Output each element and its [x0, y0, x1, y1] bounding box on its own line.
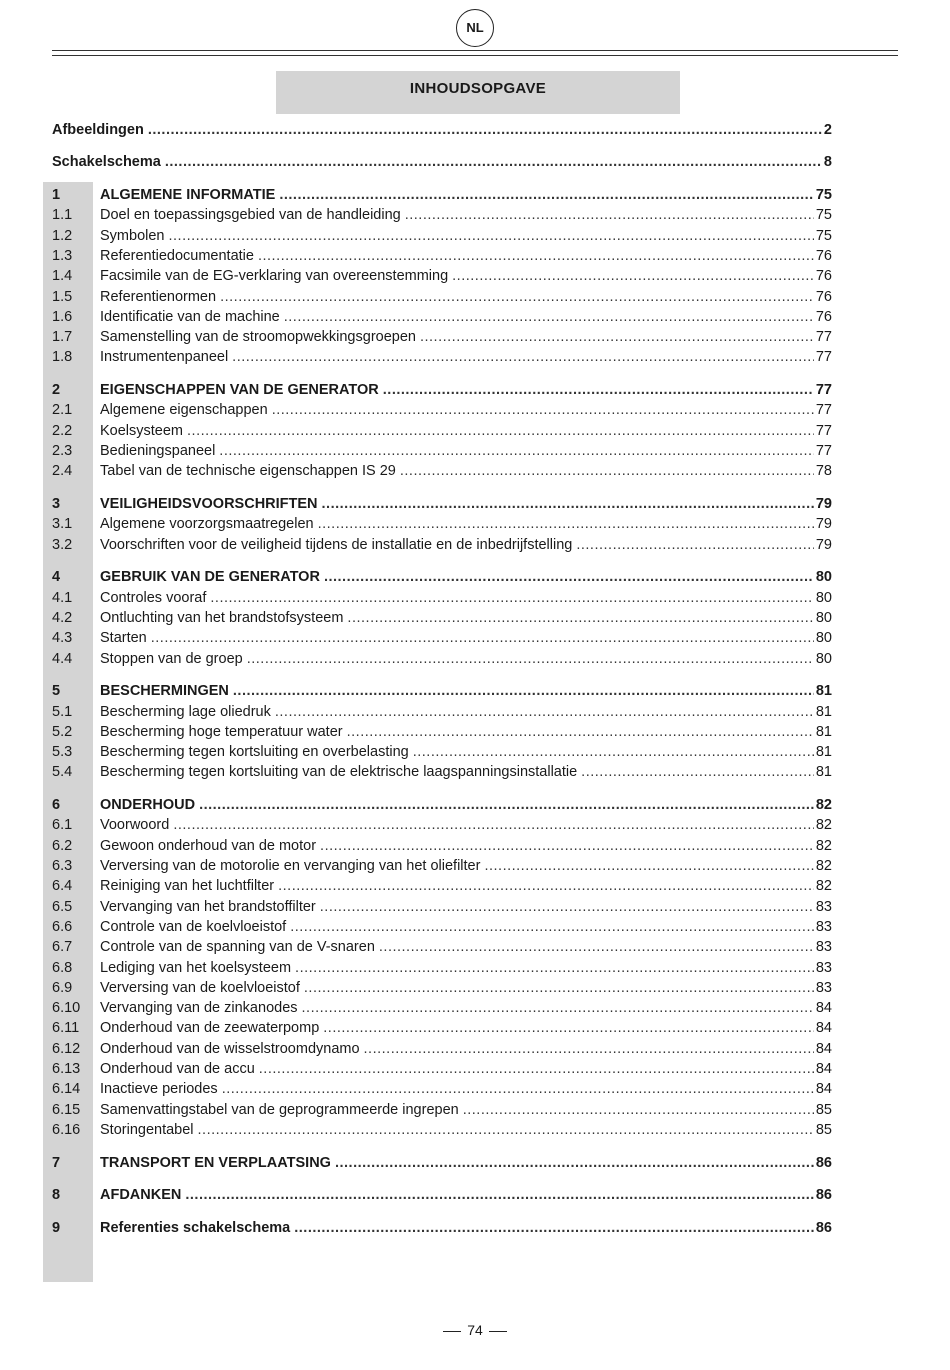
toc-title: INHOUDSOPGAVE: [276, 71, 680, 114]
entry-label: Afbeeldingen: [52, 122, 144, 138]
dot-leader: [379, 937, 814, 957]
entry-page: 83: [815, 979, 832, 996]
entry-page: 81: [815, 683, 832, 700]
dot-leader: [364, 1039, 814, 1059]
toc-item-row[interactable]: [52, 514, 832, 534]
entry-page: 80: [815, 650, 832, 667]
entry-page: 83: [815, 959, 832, 976]
entry-page: 79: [815, 536, 832, 553]
dot-leader: [199, 795, 814, 815]
dot-leader: [222, 1079, 814, 1099]
entry-page: 82: [815, 878, 832, 895]
entry-page: 83: [815, 898, 832, 915]
toc-item-row[interactable]: [52, 327, 832, 347]
header-rule-bottom: [52, 55, 898, 56]
entry-number: 4.1: [52, 589, 73, 606]
dot-leader: [232, 347, 814, 367]
toc-item-row[interactable]: [52, 762, 832, 782]
entry-page: 76: [815, 308, 832, 325]
entry-number: 6.4: [52, 878, 73, 895]
entry-label: Onderhoud van de wisselstroomdynamo: [100, 1040, 360, 1057]
dot-leader: [294, 1218, 814, 1238]
entry-label: Vervanging van de zinkanodes: [100, 1000, 298, 1017]
entry-label: Facsimile van de EG-verklaring van overeenstemming: [100, 268, 449, 285]
entry-label: Ontluchting van het brandstofsysteem: [100, 609, 344, 626]
entry-page: 84: [815, 1000, 832, 1017]
entry-label: Voorwoord: [100, 817, 170, 834]
entry-number: 6.5: [52, 898, 73, 915]
entry-label: EIGENSCHAPPEN VAN DE GENERATOR: [100, 382, 379, 399]
entry-number: 3: [52, 496, 61, 512]
dot-leader: [168, 226, 813, 246]
entry-label: Identificatie van de machine: [100, 308, 280, 325]
dot-leader: [320, 836, 814, 856]
entry-number: 1.7: [52, 329, 73, 346]
entry-number: 1.3: [52, 247, 73, 264]
toc-section-row[interactable]: [52, 795, 832, 815]
entry-number: 6.16: [52, 1121, 81, 1138]
toc-item-row[interactable]: [52, 856, 832, 876]
entry-label: Referenties schakelschema: [100, 1220, 291, 1236]
entry-label: Reiniging van het luchtfilter: [100, 878, 275, 895]
entry-page: 81: [815, 723, 832, 740]
dot-leader: [295, 958, 814, 978]
dot-leader: [247, 649, 814, 669]
toc-item-row[interactable]: [52, 815, 832, 835]
entry-page: 79: [815, 496, 832, 512]
entry-number: 6.10: [52, 1000, 81, 1017]
dot-leader: [320, 897, 814, 917]
entry-page: 85: [815, 1101, 832, 1118]
entry-label: Instrumentenpaneel: [100, 349, 229, 366]
toc-item-row[interactable]: [52, 1120, 832, 1140]
dot-leader: [220, 287, 814, 307]
toc-item-row[interactable]: [52, 461, 832, 481]
entry-page: 77: [815, 443, 832, 459]
dot-leader: [210, 588, 813, 608]
toc-item-row[interactable]: [52, 978, 832, 998]
toc-section-row[interactable]: [52, 681, 832, 701]
toc-section-row[interactable]: [52, 185, 832, 205]
dot-leader: [272, 400, 814, 420]
entry-label: Bescherming lage oliedruk: [100, 703, 271, 720]
dot-leader: [284, 307, 814, 327]
dot-leader: [452, 266, 814, 286]
dot-leader: [463, 1100, 814, 1120]
language-badge: NL: [456, 9, 494, 47]
entry-label: Doel en toepassingsgebied van de handleiding: [100, 207, 401, 224]
entry-page: 81: [815, 764, 832, 781]
entry-page: 86: [815, 1220, 832, 1236]
entry-number: 1.6: [52, 308, 73, 325]
entry-number: 6.2: [52, 837, 73, 854]
dot-leader: [258, 246, 814, 266]
dot-leader: [279, 185, 814, 205]
toc-item-row[interactable]: [52, 917, 832, 937]
toc-item-row[interactable]: [52, 1079, 832, 1099]
entry-number: 1.5: [52, 288, 73, 305]
toc-item-row[interactable]: [52, 742, 832, 762]
dot-leader: [187, 421, 814, 441]
dot-leader: [278, 876, 814, 896]
entry-number: 4.3: [52, 630, 73, 647]
entry-label: Inactieve periodes: [100, 1081, 218, 1098]
entry-label: Onderhoud van de accu: [100, 1061, 255, 1077]
entry-number: 1: [52, 187, 61, 203]
entry-number: 6.12: [52, 1040, 81, 1057]
entry-page: 75: [815, 187, 832, 203]
entry-label: Bescherming hoge temperatuur water: [100, 723, 343, 740]
entry-label: Controle van de spanning van de V-snaren: [100, 939, 375, 956]
toc-item-row[interactable]: [52, 246, 832, 266]
entry-page: 84: [815, 1020, 832, 1037]
entry-page: 82: [815, 797, 832, 814]
dot-leader: [219, 441, 814, 461]
entry-number: 4.2: [52, 609, 73, 626]
dot-leader: [151, 628, 814, 648]
entry-page: 82: [815, 858, 832, 874]
entry-page: 80: [815, 630, 832, 647]
toc-item-row[interactable]: [52, 836, 832, 856]
entry-page: 79: [815, 516, 832, 533]
entry-label: Starten: [100, 630, 147, 647]
entry-number: 6.3: [52, 858, 73, 874]
entry-label: Storingentabel: [100, 1121, 194, 1138]
entry-number: 4.4: [52, 650, 73, 667]
dot-leader: [420, 327, 814, 347]
dot-leader: [173, 815, 814, 835]
dot-leader: [383, 380, 814, 400]
dot-leader: [185, 1185, 814, 1205]
toc-section-row[interactable]: [52, 1218, 832, 1238]
toc-item-row[interactable]: [52, 205, 832, 225]
entry-number: 1.2: [52, 227, 73, 244]
toc-item-row[interactable]: [52, 588, 832, 608]
entry-page: 84: [815, 1061, 832, 1077]
entry-number: 5.2: [52, 723, 73, 740]
entry-label: Bedieningspaneel: [100, 443, 216, 459]
entry-number: 2.2: [52, 422, 73, 439]
entry-number: 6.8: [52, 959, 73, 976]
dot-leader: [198, 1120, 814, 1140]
entry-label: AFDANKEN: [100, 1187, 182, 1204]
entry-number: 6.15: [52, 1101, 81, 1118]
entry-label: Voorschriften voor de veiligheid tijdens de installatie en de inbedrijfstelling: [100, 536, 573, 553]
entry-page: 84: [815, 1081, 832, 1098]
entry-page: 77: [815, 422, 832, 439]
entry-page: 78: [815, 463, 832, 480]
entry-number: 3.1: [52, 516, 73, 533]
dot-leader: [318, 514, 814, 534]
dot-leader: [148, 120, 822, 140]
entry-label: Algemene eigenschappen: [100, 402, 268, 419]
footer-dash-left: [443, 1331, 461, 1332]
entry-number: 2: [52, 382, 61, 399]
entry-page: 84: [815, 1040, 832, 1057]
toc-item-row[interactable]: [52, 1100, 832, 1120]
entry-page: 77: [815, 402, 832, 419]
entry-page: 77: [815, 349, 832, 366]
entry-label: Symbolen: [100, 227, 165, 244]
toc-item-row[interactable]: [52, 347, 832, 367]
entry-label: Controles vooraf: [100, 589, 207, 606]
entry-number: 6.11: [52, 1020, 80, 1037]
entry-number: 5.4: [52, 764, 73, 781]
dot-leader: [275, 702, 814, 722]
dot-leader: [347, 722, 814, 742]
entry-label: ALGEMENE INFORMATIE: [100, 187, 276, 203]
dot-leader: [413, 742, 814, 762]
entry-label: Tabel van de technische eigenschappen IS 29: [100, 463, 396, 480]
entry-page: 8: [823, 154, 832, 170]
entry-page: 85: [815, 1121, 832, 1138]
entry-number: 6.9: [52, 979, 73, 996]
entry-number: 6.1: [52, 817, 73, 834]
toc-section-row[interactable]: [52, 494, 832, 514]
entry-number: 5.3: [52, 744, 73, 761]
dot-leader: [405, 205, 814, 225]
toc-item-row[interactable]: [52, 608, 832, 628]
entry-page: 77: [815, 382, 832, 399]
dot-leader: [581, 762, 814, 782]
entry-label: Algemene voorzorgsmaatregelen: [100, 516, 314, 533]
toc-item-row[interactable]: [52, 307, 832, 327]
entry-label: TRANSPORT EN VERPLAATSING: [100, 1154, 331, 1171]
toc-item-row[interactable]: [52, 421, 832, 441]
toc-item-row[interactable]: [52, 226, 832, 246]
entry-number: 6.14: [52, 1081, 81, 1098]
entry-page: 82: [815, 817, 832, 834]
entry-number: 1.4: [52, 268, 73, 285]
entry-page: 86: [815, 1187, 832, 1204]
footer-dash-right: [489, 1331, 507, 1332]
toc-section-row[interactable]: [52, 567, 832, 587]
entry-label: Stoppen van de groep: [100, 650, 243, 667]
toc-item-row[interactable]: [52, 441, 832, 461]
toc-item-row[interactable]: [52, 958, 832, 978]
entry-number: 1.1: [52, 207, 73, 224]
entry-label: BESCHERMINGEN: [100, 683, 229, 700]
entry-number: 7: [52, 1154, 61, 1171]
entry-page: 81: [815, 744, 832, 761]
dot-leader: [484, 856, 813, 876]
entry-label: Referentienormen: [100, 288, 217, 305]
entry-label: Bescherming tegen kortsluiting van de elektrische laagspanningsinstallatie: [100, 764, 578, 781]
entry-page: 86: [815, 1154, 832, 1171]
entry-label: Samenstelling van de stroomopwekkingsgroepen: [100, 329, 416, 346]
entry-label: Schakelschema: [52, 154, 161, 170]
entry-page: 76: [815, 288, 832, 305]
entry-number: 2.4: [52, 463, 73, 480]
entry-page: 75: [815, 207, 832, 224]
toc-item-row[interactable]: [52, 702, 832, 722]
dot-leader: [335, 1153, 814, 1173]
entry-number: 1.8: [52, 349, 73, 366]
dot-leader: [400, 461, 814, 481]
entry-page: 81: [815, 703, 832, 720]
entry-label: Samenvattingstabel van de geprogrammeerde ingrepen: [100, 1101, 459, 1118]
entry-number: 3.2: [52, 536, 73, 553]
entry-page: 77: [815, 329, 832, 346]
entry-number: 2.3: [52, 443, 73, 459]
entry-page: 2: [823, 122, 832, 138]
dot-leader: [304, 978, 814, 998]
toc-item-row[interactable]: [52, 937, 832, 957]
dot-leader: [165, 152, 822, 172]
entry-number: 9: [52, 1220, 61, 1236]
entry-page: 80: [815, 609, 832, 626]
entry-label: GEBRUIK VAN DE GENERATOR: [100, 569, 320, 586]
entry-label: VEILIGHEIDSVOORSCHRIFTEN: [100, 496, 318, 512]
entry-label: Controle van de koelvloeistof: [100, 918, 287, 935]
entry-number: 2.1: [52, 402, 73, 419]
dot-leader: [233, 681, 814, 701]
dot-leader: [323, 1018, 814, 1038]
dot-leader: [290, 917, 814, 937]
dot-leader: [347, 608, 813, 628]
entry-page: 80: [815, 569, 832, 586]
toc-section-row[interactable]: [52, 1153, 832, 1173]
toc-entry-top[interactable]: [52, 120, 832, 140]
entry-label: Referentiedocumentatie: [100, 247, 254, 264]
entry-number: 5.1: [52, 703, 73, 720]
entry-page: 76: [815, 247, 832, 264]
toc-item-row[interactable]: [52, 287, 832, 307]
toc-item-row[interactable]: [52, 722, 832, 742]
page-number: 74: [467, 1322, 483, 1338]
entry-label: Lediging van het koelsysteem: [100, 959, 292, 976]
toc-item-row[interactable]: [52, 897, 832, 917]
page-footer: [0, 1322, 950, 1338]
entry-page: 83: [815, 939, 832, 956]
entry-page: 80: [815, 589, 832, 606]
entry-label: Verversing van de koelvloeistof: [100, 979, 300, 996]
dot-leader: [576, 535, 814, 555]
entry-number: 5: [52, 683, 61, 700]
entry-label: ONDERHOUD: [100, 797, 196, 814]
entry-label: Koelsysteem: [100, 422, 184, 439]
entry-number: 4: [52, 569, 61, 586]
toc-item-row[interactable]: [52, 1018, 832, 1038]
entry-label: Gewoon onderhoud van de motor: [100, 837, 317, 854]
toc-section-row[interactable]: [52, 1185, 832, 1205]
entry-label: Bescherming tegen kortsluiting en overbelasting: [100, 744, 409, 761]
entry-label: Verversing van de motorolie en vervanging van het oliefilter: [100, 858, 481, 874]
toc-item-row[interactable]: [52, 535, 832, 555]
toc-item-row[interactable]: [52, 876, 832, 896]
entry-number: 6.13: [52, 1061, 81, 1077]
dot-leader: [302, 998, 814, 1018]
entry-page: 83: [815, 918, 832, 935]
entry-number: 6: [52, 797, 61, 814]
entry-label: Onderhoud van de zeewaterpomp: [100, 1020, 320, 1037]
dot-leader: [322, 494, 814, 514]
toc-item-row[interactable]: [52, 266, 832, 286]
header-rule-top: [52, 50, 898, 51]
toc-item-row[interactable]: [52, 649, 832, 669]
dot-leader: [259, 1059, 814, 1079]
toc-item-row[interactable]: [52, 1039, 832, 1059]
toc-section-row[interactable]: [52, 380, 832, 400]
dot-leader: [324, 567, 814, 587]
toc-item-row[interactable]: [52, 628, 832, 648]
entry-page: 76: [815, 268, 832, 285]
toc-entry-top[interactable]: [52, 152, 832, 172]
toc-item-row[interactable]: [52, 400, 832, 420]
entry-page: 82: [815, 837, 832, 854]
entry-number: 8: [52, 1187, 61, 1204]
toc-item-row[interactable]: [52, 998, 832, 1018]
entry-number: 6.7: [52, 939, 73, 956]
entry-number: 6.6: [52, 918, 73, 935]
toc-item-row[interactable]: [52, 1059, 832, 1079]
entry-page: 75: [815, 227, 832, 244]
entry-label: Vervanging van het brandstoffilter: [100, 898, 316, 915]
